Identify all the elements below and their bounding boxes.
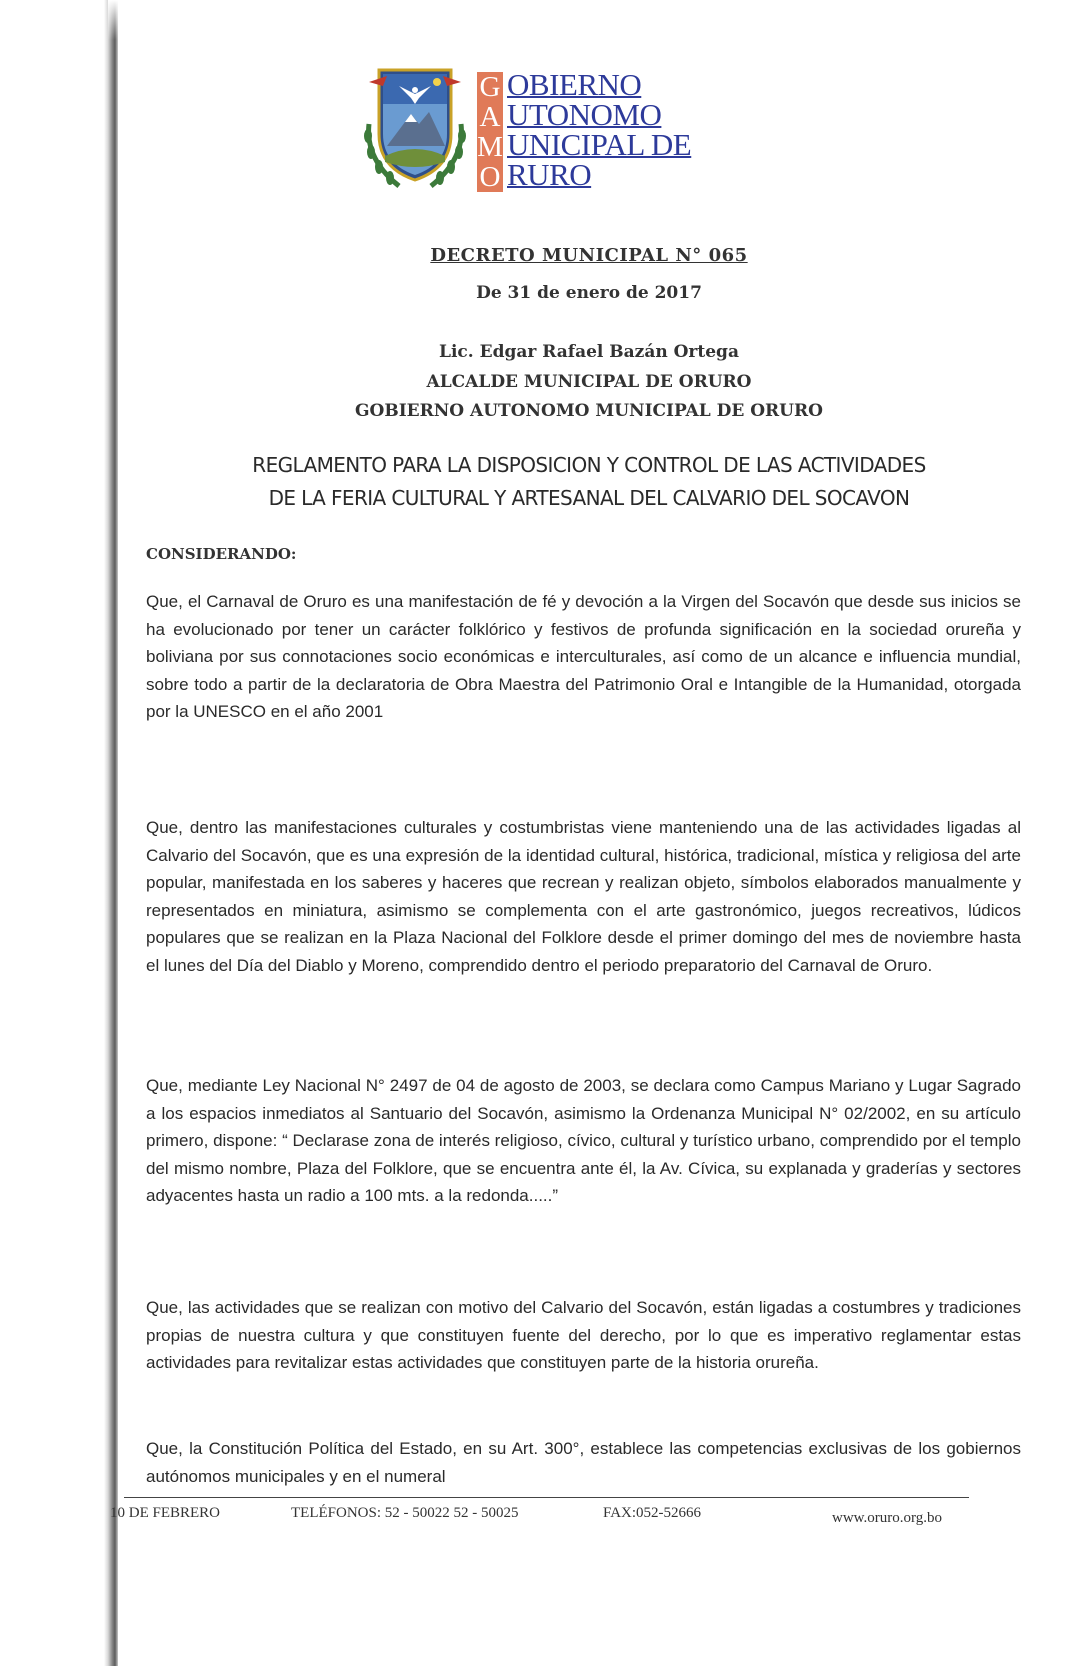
brand-line: UTONOMO	[507, 97, 662, 132]
signer-name: Lic. Edgar Rafael Bazán Ortega	[439, 342, 739, 362]
brand-line: OBIERNO	[507, 67, 642, 102]
paragraph: Que, mediante Ley Nacional N° 2497 de 04 de agosto de 2003, se declara como Campus Mariano y Lugar Sagrado a los espacios inmediatos al Santuario del Socavón, asimismo la Ordenanza Municipal N° 02/2002, en su artículo primero, dispone: “ Declarase zona de interés religioso, cívico, cultural y turístico urbano, comprendido por el templo del mismo nombre, Plaza del Folklore, que se encuentra ante él, la Av. Cívica, su explanada y graderías y sectores adyacentes hasta un radio a 100 mts. a la redonda.....”	[146, 1076, 1021, 1205]
paragraph: Que, la Constitución Política del Estado, en su Art. 300°, establece las competencias exclusivas de los gobiernos autónomos municipales y en el numeral	[146, 1439, 1021, 1486]
regulation-title-line-1: REGLAMENTO PARA LA DISPOSICION Y CONTROL DE LAS ACTIVIDADES	[252, 453, 926, 477]
footer-divider	[124, 1497, 969, 1498]
brand-line: UNICIPAL DE	[507, 127, 692, 162]
gamo-letter: M	[477, 131, 503, 163]
footer-website: www.oruro.org.bo	[832, 1510, 942, 1526]
letterhead	[359, 64, 779, 204]
paragraph: Que, las actividades que se realizan con motivo del Calvario del Socavón, están ligadas a costumbres y tradiciones propias de nuestra cultura y que constituyen fuente del derecho, por lo que es imperativo reglamentar estas actividades para revitalizar estas actividades que constituyen parte de la historia orureña.	[146, 1298, 1021, 1372]
signer-position: ALCALDE MUNICIPAL DE ORURO	[426, 372, 752, 392]
scan-binding-shadow	[0, 0, 118, 1666]
gamo-acronym-column	[477, 72, 503, 192]
considerando-heading: CONSIDERANDO:	[146, 545, 297, 563]
brand-line: RURO	[507, 157, 592, 192]
gamo-letter: G	[479, 71, 501, 103]
gamo-letter: A	[479, 101, 501, 133]
signer-institution: GOBIERNO AUTONOMO MUNICIPAL DE ORURO	[355, 401, 823, 421]
footer-address: 10 DE FEBRERO	[110, 1505, 221, 1521]
decree-date: De 31 de enero de 2017	[476, 283, 702, 303]
paragraph: Que, dentro las manifestaciones culturales y costumbristas viene manteniendo una de las actividades ligadas al Calvario del Socavón, que es una expresión de la identidad cultural, histórica, tradicional, mística y religiosa del arte popular, manifestada en los saberes y haceres que recrean y realizan objeto, símbolos elaborados manualmente y representados en miniatura, asimismo se complementa con el arte gastronómico, juegos recreativos, lúdicos populares que se realizan en la Plaza Nacional del Folklore desde el primer domingo del mes de noviembre hasta el lunes del Día del Diablo y Moreno, comprendido dentro el periodo preparatorio del Carnaval de Oruro.	[146, 818, 1021, 975]
footer-fax: FAX:052-52666	[603, 1505, 702, 1521]
paragraph: Que, el Carnaval de Oruro es una manifestación de fé y devoción a la Virgen del Socavón que desde sus inicios se ha evolucionado por tener un carácter folklórico y festivos de profunda significación en la sociedad orureña y boliviana por sus connotaciones socio económicas e interculturales, así como de un alcance e influencia mundial, sobre todo a partir de la declaratoria de Obra Maestra del Patrimonio Oral e Intangible de la Humanidad, otorgada por la UNESCO en el año 2001	[146, 592, 1021, 721]
document-page	[110, 0, 1054, 1666]
scan-edge	[108, 0, 122, 40]
municipal-crest-icon	[359, 64, 471, 198]
institution-name	[507, 67, 692, 192]
regulation-title-line-2: DE LA FERIA CULTURAL Y ARTESANAL DEL CALVARIO DEL SOCAVON	[268, 486, 910, 510]
decree-title: DECRETO MUNICIPAL N° 065	[430, 245, 748, 266]
footer-phones: TELÉFONOS: 52 - 50022 52 - 50025	[291, 1505, 519, 1521]
gamo-letter: O	[479, 161, 501, 193]
